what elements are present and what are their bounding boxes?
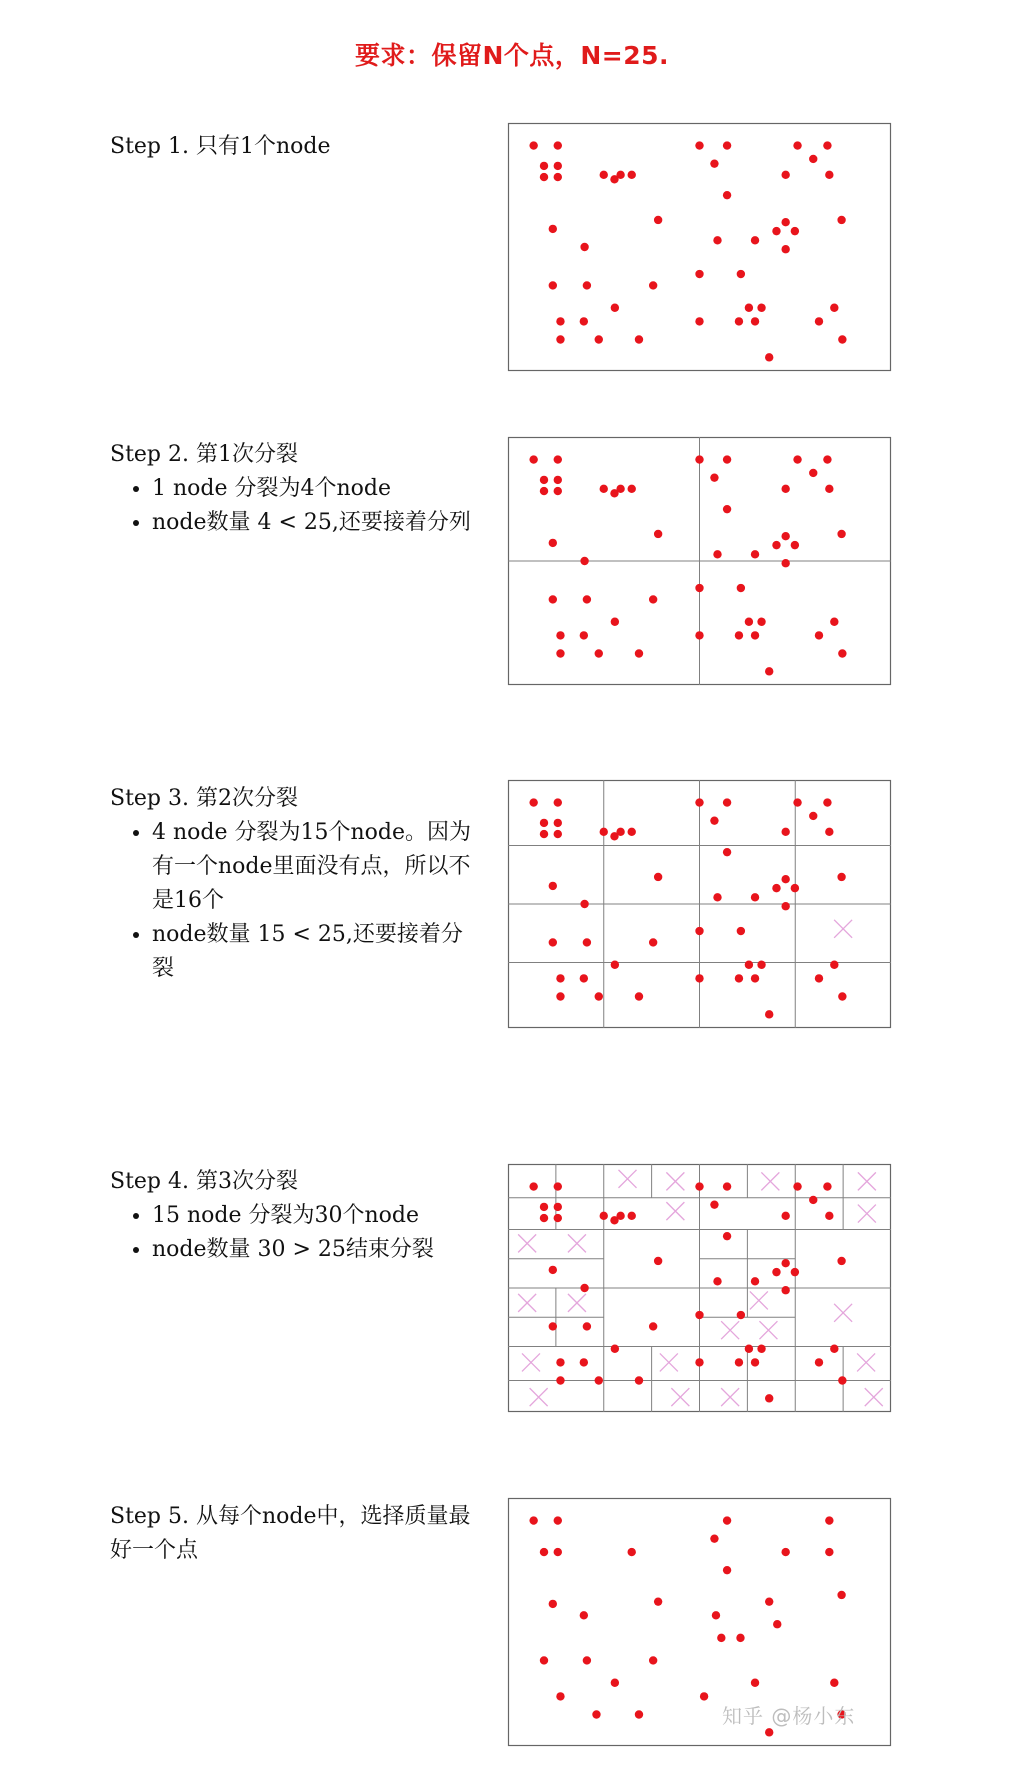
empty-node-cross	[857, 1353, 875, 1371]
feature-point	[654, 216, 662, 224]
feature-point	[737, 270, 745, 278]
step-3-bullet: • node数量 15 < 25,还要接着分裂	[152, 918, 480, 986]
feature-point	[713, 236, 721, 244]
feature-point	[549, 938, 557, 946]
feature-point	[710, 159, 718, 167]
empty-node-cross	[858, 1172, 876, 1190]
feature-point	[583, 1322, 591, 1330]
feature-point	[628, 485, 636, 493]
feature-point	[554, 798, 562, 806]
feature-point	[628, 1212, 636, 1220]
empty-node-cross	[518, 1234, 536, 1252]
empty-node-cross	[721, 1321, 739, 1339]
feature-point	[540, 162, 548, 170]
feature-point	[635, 335, 643, 343]
empty-node-cross	[530, 1388, 548, 1406]
step-4-bullets	[110, 1199, 480, 1267]
feature-point	[823, 798, 831, 806]
feature-point	[635, 992, 643, 1000]
feature-point	[556, 335, 564, 343]
feature-point	[554, 141, 562, 149]
feature-point	[540, 819, 548, 827]
feature-point	[616, 828, 624, 836]
feature-point	[815, 317, 823, 325]
feature-point	[549, 1266, 557, 1274]
feature-point	[809, 1196, 817, 1204]
feature-point	[837, 1591, 845, 1599]
step-1-heading: Step 1. 只有1个node	[110, 134, 331, 159]
feature-point	[695, 1182, 703, 1190]
feature-point	[723, 1182, 731, 1190]
empty-node-cross	[660, 1353, 678, 1371]
feature-point	[757, 961, 765, 969]
empty-node-cross	[666, 1202, 684, 1220]
feature-point	[554, 476, 562, 484]
feature-point	[649, 938, 657, 946]
feature-point	[540, 1656, 548, 1664]
feature-point	[781, 218, 789, 226]
feature-point	[781, 245, 789, 253]
feature-point	[592, 1710, 600, 1718]
empty-node-cross	[759, 1321, 777, 1339]
step-4-diagram	[508, 1164, 891, 1412]
feature-point	[830, 961, 838, 969]
feature-point	[713, 893, 721, 901]
feature-point	[635, 649, 643, 657]
feature-point	[751, 631, 759, 639]
step-4-bullet: • 15 node 分裂为30个node	[152, 1199, 480, 1233]
feature-point	[695, 1358, 703, 1366]
feature-point	[791, 227, 799, 235]
feature-point	[772, 1268, 780, 1276]
feature-point	[616, 171, 624, 179]
feature-point	[837, 873, 845, 881]
feature-point	[580, 631, 588, 639]
feature-point	[793, 1182, 801, 1190]
empty-node-cross	[834, 1304, 852, 1322]
feature-point	[611, 304, 619, 312]
feature-point	[751, 974, 759, 982]
feature-point	[695, 455, 703, 463]
feature-point	[549, 595, 557, 603]
feature-point	[549, 281, 557, 289]
feature-point	[649, 1656, 657, 1664]
feature-point	[583, 595, 591, 603]
feature-point	[837, 530, 845, 538]
feature-point	[823, 141, 831, 149]
step-3-diagram	[508, 780, 891, 1028]
feature-point	[837, 216, 845, 224]
feature-point	[809, 155, 817, 163]
feature-point	[616, 485, 624, 493]
feature-point	[600, 485, 608, 493]
feature-point	[781, 1286, 789, 1294]
step-4-panel	[508, 1164, 891, 1412]
feature-point	[654, 1597, 662, 1605]
feature-point	[745, 961, 753, 969]
feature-point	[635, 1376, 643, 1384]
feature-point	[556, 649, 564, 657]
step-3-text	[110, 782, 480, 986]
feature-point	[649, 1322, 657, 1330]
feature-point	[735, 631, 743, 639]
feature-point	[556, 1376, 564, 1384]
feature-point	[825, 171, 833, 179]
empty-node-cross	[568, 1234, 586, 1252]
feature-point	[737, 1311, 745, 1319]
feature-point	[772, 227, 780, 235]
feature-point	[745, 1345, 753, 1353]
step-1-text	[110, 130, 480, 164]
step-5-text	[110, 1500, 480, 1568]
feature-point	[815, 1358, 823, 1366]
feature-point	[554, 1182, 562, 1190]
feature-point	[700, 1692, 708, 1700]
feature-point	[838, 992, 846, 1000]
feature-point	[549, 1322, 557, 1330]
feature-point	[649, 595, 657, 603]
feature-point	[695, 141, 703, 149]
feature-point	[549, 539, 557, 547]
feature-point	[580, 974, 588, 982]
step-4-text	[110, 1165, 480, 1267]
feature-point	[793, 798, 801, 806]
feature-point	[838, 335, 846, 343]
feature-point	[815, 974, 823, 982]
feature-point	[765, 667, 773, 675]
feature-point	[717, 1634, 725, 1642]
feature-point	[745, 304, 753, 312]
feature-point	[540, 1548, 548, 1556]
feature-point	[616, 1212, 624, 1220]
feature-point	[765, 1010, 773, 1018]
empty-node-cross	[865, 1388, 883, 1406]
feature-point	[772, 884, 780, 892]
feature-point	[556, 317, 564, 325]
feature-point	[580, 557, 588, 565]
feature-point	[825, 1212, 833, 1220]
feature-point	[600, 171, 608, 179]
feature-point	[529, 1516, 537, 1524]
empty-node-cross	[666, 1172, 684, 1190]
feature-point	[713, 1277, 721, 1285]
feature-point	[554, 819, 562, 827]
feature-point	[628, 828, 636, 836]
feature-point	[830, 1679, 838, 1687]
feature-point	[757, 1345, 765, 1353]
feature-point	[815, 631, 823, 639]
empty-node-cross	[761, 1172, 779, 1190]
feature-point	[735, 974, 743, 982]
feature-point	[773, 1620, 781, 1628]
feature-point	[735, 1358, 743, 1366]
feature-point	[695, 927, 703, 935]
feature-point	[540, 476, 548, 484]
feature-point	[781, 1548, 789, 1556]
feature-point	[540, 173, 548, 181]
feature-point	[781, 875, 789, 883]
empty-node-cross	[750, 1291, 768, 1309]
feature-point	[540, 1203, 548, 1211]
feature-point	[830, 618, 838, 626]
feature-point	[600, 1212, 608, 1220]
feature-point	[595, 992, 603, 1000]
feature-point	[713, 550, 721, 558]
feature-point	[611, 618, 619, 626]
feature-point	[710, 816, 718, 824]
feature-point	[830, 1345, 838, 1353]
feature-point	[751, 1679, 759, 1687]
step-2-bullet: • node数量 4 < 25,还要接着分列	[152, 506, 480, 540]
feature-point	[791, 884, 799, 892]
panel-border	[509, 124, 891, 371]
feature-point	[554, 1203, 562, 1211]
step-4-heading: Step 4. 第3次分裂	[110, 1169, 298, 1194]
step-2-diagram	[508, 437, 891, 685]
step-2-bullet: • 1 node 分裂为4个node	[152, 472, 480, 506]
empty-node-cross	[671, 1388, 689, 1406]
feature-point	[757, 618, 765, 626]
feature-point	[529, 455, 537, 463]
feature-point	[837, 1257, 845, 1265]
feature-point	[838, 1376, 846, 1384]
feature-point	[823, 455, 831, 463]
feature-point	[781, 828, 789, 836]
feature-point	[654, 530, 662, 538]
feature-point	[793, 455, 801, 463]
feature-point	[765, 353, 773, 361]
feature-point	[735, 317, 743, 325]
feature-point	[723, 505, 731, 513]
step-3-bullets	[110, 816, 480, 986]
feature-point	[595, 649, 603, 657]
feature-point	[580, 1284, 588, 1292]
feature-point	[823, 1182, 831, 1190]
empty-node-cross	[522, 1353, 540, 1371]
step-1-diagram	[508, 123, 891, 371]
feature-point	[736, 1634, 744, 1642]
feature-point	[556, 992, 564, 1000]
feature-point	[723, 191, 731, 199]
step-2-bullets	[110, 472, 480, 540]
feature-point	[529, 141, 537, 149]
feature-point	[580, 1611, 588, 1619]
feature-point	[583, 1656, 591, 1664]
feature-point	[583, 281, 591, 289]
feature-point	[580, 317, 588, 325]
feature-point	[751, 1358, 759, 1366]
feature-point	[791, 541, 799, 549]
feature-point	[723, 1566, 731, 1574]
feature-point	[809, 469, 817, 477]
feature-point	[549, 1600, 557, 1608]
feature-point	[710, 473, 718, 481]
feature-point	[654, 1257, 662, 1265]
feature-point	[695, 270, 703, 278]
feature-point	[554, 1548, 562, 1556]
feature-point	[695, 584, 703, 592]
feature-point	[695, 798, 703, 806]
feature-point	[793, 141, 801, 149]
feature-point	[825, 485, 833, 493]
step-2-heading: Step 2. 第1次分裂	[110, 442, 298, 467]
step-4-bullet: • node数量 30 > 25结束分裂	[152, 1233, 480, 1267]
feature-point	[765, 1394, 773, 1402]
feature-point	[710, 1200, 718, 1208]
feature-point	[751, 1277, 759, 1285]
feature-point	[611, 1345, 619, 1353]
feature-point	[791, 1268, 799, 1276]
feature-point	[781, 902, 789, 910]
feature-point	[654, 873, 662, 881]
feature-point	[556, 974, 564, 982]
feature-point	[772, 541, 780, 549]
feature-point	[628, 1548, 636, 1556]
feature-point	[825, 1548, 833, 1556]
feature-point	[737, 584, 745, 592]
empty-node-cross	[618, 1170, 636, 1188]
feature-point	[710, 1534, 718, 1542]
feature-point	[649, 281, 657, 289]
feature-point	[580, 243, 588, 251]
feature-point	[765, 1597, 773, 1605]
feature-point	[554, 1516, 562, 1524]
feature-point	[695, 1311, 703, 1319]
feature-point	[529, 1182, 537, 1190]
feature-point	[595, 335, 603, 343]
feature-point	[745, 618, 753, 626]
feature-point	[580, 1358, 588, 1366]
feature-point	[540, 830, 548, 838]
feature-point	[809, 812, 817, 820]
feature-point	[751, 236, 759, 244]
step-2-panel	[508, 437, 891, 685]
feature-point	[554, 487, 562, 495]
feature-point	[554, 455, 562, 463]
feature-point	[723, 848, 731, 856]
feature-point	[723, 1516, 731, 1524]
empty-node-cross	[568, 1294, 586, 1312]
feature-point	[781, 532, 789, 540]
feature-point	[554, 173, 562, 181]
feature-point	[540, 487, 548, 495]
step-3-heading: Step 3. 第2次分裂	[110, 786, 298, 811]
feature-point	[723, 1232, 731, 1240]
feature-point	[765, 1728, 773, 1736]
feature-point	[712, 1611, 720, 1619]
feature-point	[554, 162, 562, 170]
feature-point	[556, 631, 564, 639]
feature-point	[751, 550, 759, 558]
empty-node-cross	[858, 1205, 876, 1223]
feature-point	[781, 559, 789, 567]
feature-point	[540, 1214, 548, 1222]
feature-point	[556, 1692, 564, 1700]
step-3-panel	[508, 780, 891, 1028]
feature-point	[549, 225, 557, 233]
watermark: 知乎 @杨小东	[722, 1704, 856, 1728]
feature-point	[838, 649, 846, 657]
feature-point	[583, 938, 591, 946]
feature-point	[830, 304, 838, 312]
feature-point	[781, 1212, 789, 1220]
empty-node-cross	[834, 920, 852, 938]
feature-point	[723, 455, 731, 463]
feature-point	[723, 798, 731, 806]
feature-point	[600, 828, 608, 836]
feature-point	[825, 828, 833, 836]
feature-point	[554, 1214, 562, 1222]
empty-node-cross	[721, 1388, 739, 1406]
feature-point	[781, 171, 789, 179]
feature-point	[611, 1679, 619, 1687]
feature-point	[556, 1358, 564, 1366]
step-2-text	[110, 438, 480, 540]
feature-point	[825, 1516, 833, 1524]
page-title: 要求：保留N个点，N=25.	[354, 41, 670, 70]
feature-point	[757, 304, 765, 312]
feature-point	[737, 927, 745, 935]
step-3-bullet: • 4 node 分裂为15个node。因为有一个node里面没有点，所以不是16个	[152, 816, 480, 918]
feature-point	[695, 631, 703, 639]
feature-point	[751, 317, 759, 325]
feature-point	[635, 1710, 643, 1718]
feature-point	[751, 893, 759, 901]
feature-point	[628, 171, 636, 179]
feature-point	[781, 485, 789, 493]
feature-point	[695, 317, 703, 325]
feature-point	[723, 141, 731, 149]
step-5-heading: Step 5. 从每个node中，选择质量最好一个点	[110, 1504, 471, 1563]
feature-point	[611, 961, 619, 969]
feature-point	[695, 974, 703, 982]
feature-point	[781, 1259, 789, 1267]
feature-point	[580, 900, 588, 908]
feature-point	[554, 830, 562, 838]
feature-point	[595, 1376, 603, 1384]
empty-node-cross	[518, 1294, 536, 1312]
feature-point	[549, 882, 557, 890]
feature-point	[529, 798, 537, 806]
step-1-panel	[508, 123, 891, 371]
